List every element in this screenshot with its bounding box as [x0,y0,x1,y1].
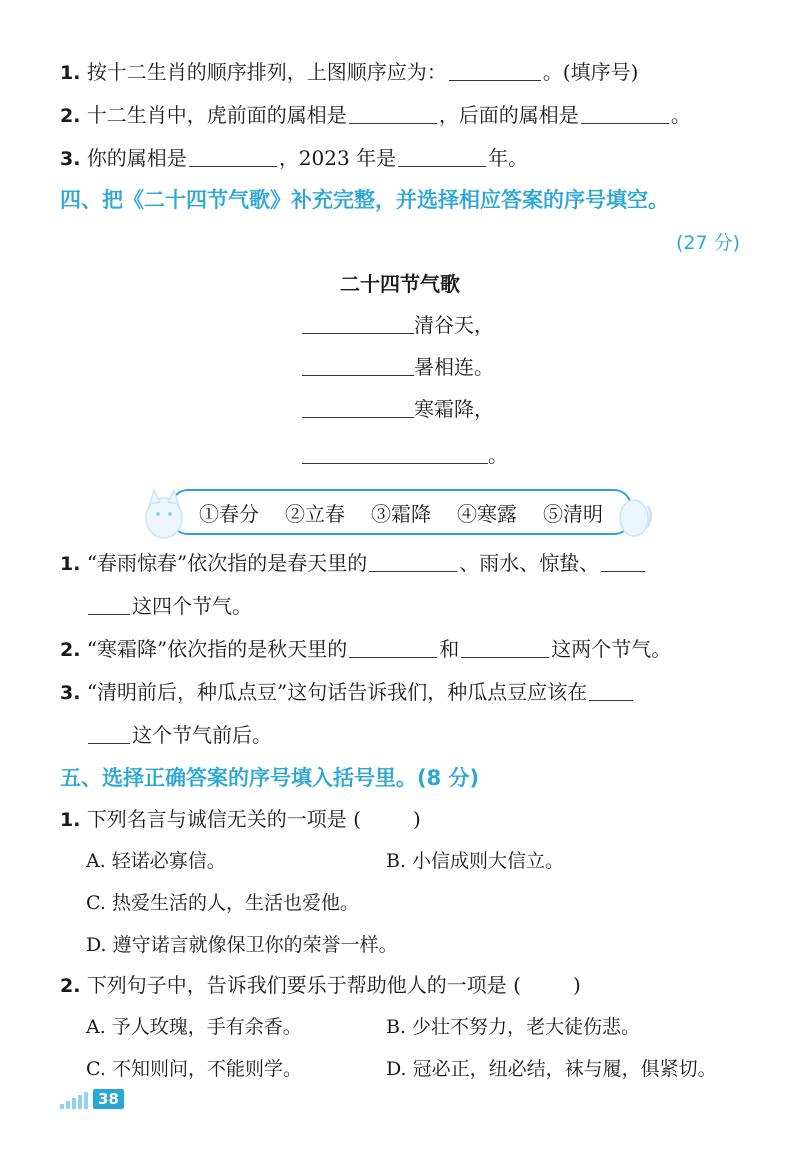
question-text: “寒霜降”依次指的是秋天里的 [86,637,348,661]
question-text: “清明前后，种瓜点豆”这句话告诉我们，种瓜点豆应该在 [86,680,588,704]
poem-line [302,310,494,340]
question-4-2 [60,634,760,665]
question-mid: 、雨水、惊蛰、 [459,551,600,575]
answer-blank[interactable] [302,395,414,418]
paren-close: ) [572,973,581,997]
choice-c: C. 不知则问，不能则学。 [86,1058,302,1080]
question-end: 这两个节气。 [551,637,672,661]
option-item: ④寒露 [457,501,517,526]
question-suffix: 。(填序号) [542,60,639,84]
question-3-1 [60,57,760,88]
question-text: 你的属相是 [86,146,187,170]
question-mid: ，2023 年是 [278,146,397,170]
question-3-2 [60,100,760,131]
answer-blank[interactable] [589,678,633,701]
bar-icon [84,1092,88,1109]
answer-blank[interactable] [349,635,437,658]
question-5-2 [60,970,760,1001]
choice-b: B. 少壮不努力，老大徒伤悲。 [386,1016,641,1038]
question-mid: 和 [439,637,460,661]
poem-line-text: 暑相连。 [414,355,494,379]
question-5-1 [60,804,760,835]
question-mid: ，后面的属相是 [438,103,579,127]
bar-icon [60,1104,64,1109]
choice-a: A. 轻诺必寡信。 [86,850,226,872]
options-box [170,489,632,535]
question-4-3-cont [86,720,760,750]
section-4-heading: 四、把《二十四节气歌》补充完整，并选择相应答案的序号填空。 [60,188,669,212]
question-number: 2. [60,105,81,127]
choice-d: D. 冠必正，纽必结，袜与履，俱紧切。 [386,1058,717,1080]
poem-line [302,440,508,470]
question-text: 十二生肖中，虎前面的属相是 [86,103,347,127]
poem-line [302,394,494,424]
bar-icon [66,1101,70,1109]
question-number: 3. [60,682,81,704]
question-text: 下列名言与诚信无关的一项是 ( [86,807,361,831]
bar-icon [78,1095,82,1109]
bar-icon [72,1098,76,1109]
question-cont: 这四个节气。 [132,594,252,618]
answer-blank[interactable] [88,721,130,744]
answer-blank[interactable] [461,635,549,658]
choice-c: C. 热爱生活的人，生活也爱他。 [86,892,359,914]
page-number: 38 [93,1089,124,1109]
answer-blank[interactable] [601,549,645,572]
choice-a: A. 予人玫瑰，手有余香。 [86,1016,302,1038]
cat-mascot-icon [140,482,188,542]
answer-blank[interactable] [398,144,486,167]
poem-line-text: 清谷天， [414,313,494,337]
answer-blank[interactable] [302,353,414,376]
section-5-heading: 五、选择正确答案的序号填入括号里。(8 分) [60,766,480,790]
question-4-1-cont [86,591,760,621]
option-item: ①春分 [199,501,259,526]
paren-close: ) [412,807,421,831]
question-text: 按十二生肖的顺序排列，上图顺序应为： [86,60,447,84]
question-number: 1. [60,62,81,84]
poem-line [302,352,494,382]
choice-d: D. 遵守诺言就像保卫你的荣誉一样。 [86,934,398,956]
answer-blank[interactable] [369,549,457,572]
question-number: 1. [60,809,81,831]
question-number: 2. [60,639,81,661]
answer-blank[interactable] [302,441,488,464]
section-4-score: (27 分) [675,232,740,254]
option-item: ③霜降 [371,501,431,526]
poem-line-text: 。 [488,443,508,467]
choice-b: B. 小信成则大信立。 [386,850,565,872]
question-4-3 [60,677,760,708]
answer-blank[interactable] [449,58,541,81]
poem-line-text: 寒霜降， [414,397,494,421]
question-number: 3. [60,148,81,170]
answer-blank[interactable] [349,101,437,124]
answer-blank[interactable] [302,311,414,334]
question-text: “春雨惊春”依次指的是春天里的 [86,551,368,575]
question-4-1 [60,548,760,579]
question-end: 。 [670,103,691,127]
option-item: ②立春 [285,501,345,526]
answer-blank[interactable] [189,144,277,167]
poem-title: 二十四节气歌 [340,272,460,296]
answer-blank[interactable] [88,592,130,615]
question-number: 2. [60,975,81,997]
question-end: 年。 [488,146,529,170]
question-3-3 [60,143,760,174]
cat-tail-icon [618,488,656,540]
question-number: 1. [60,553,81,575]
page-number-badge [60,1087,124,1109]
option-item: ⑤清明 [543,501,603,526]
question-text: 下列句子中，告诉我们要乐于帮助他人的一项是 ( [86,973,521,997]
answer-blank[interactable] [581,101,669,124]
question-cont: 这个节气前后。 [132,723,272,747]
